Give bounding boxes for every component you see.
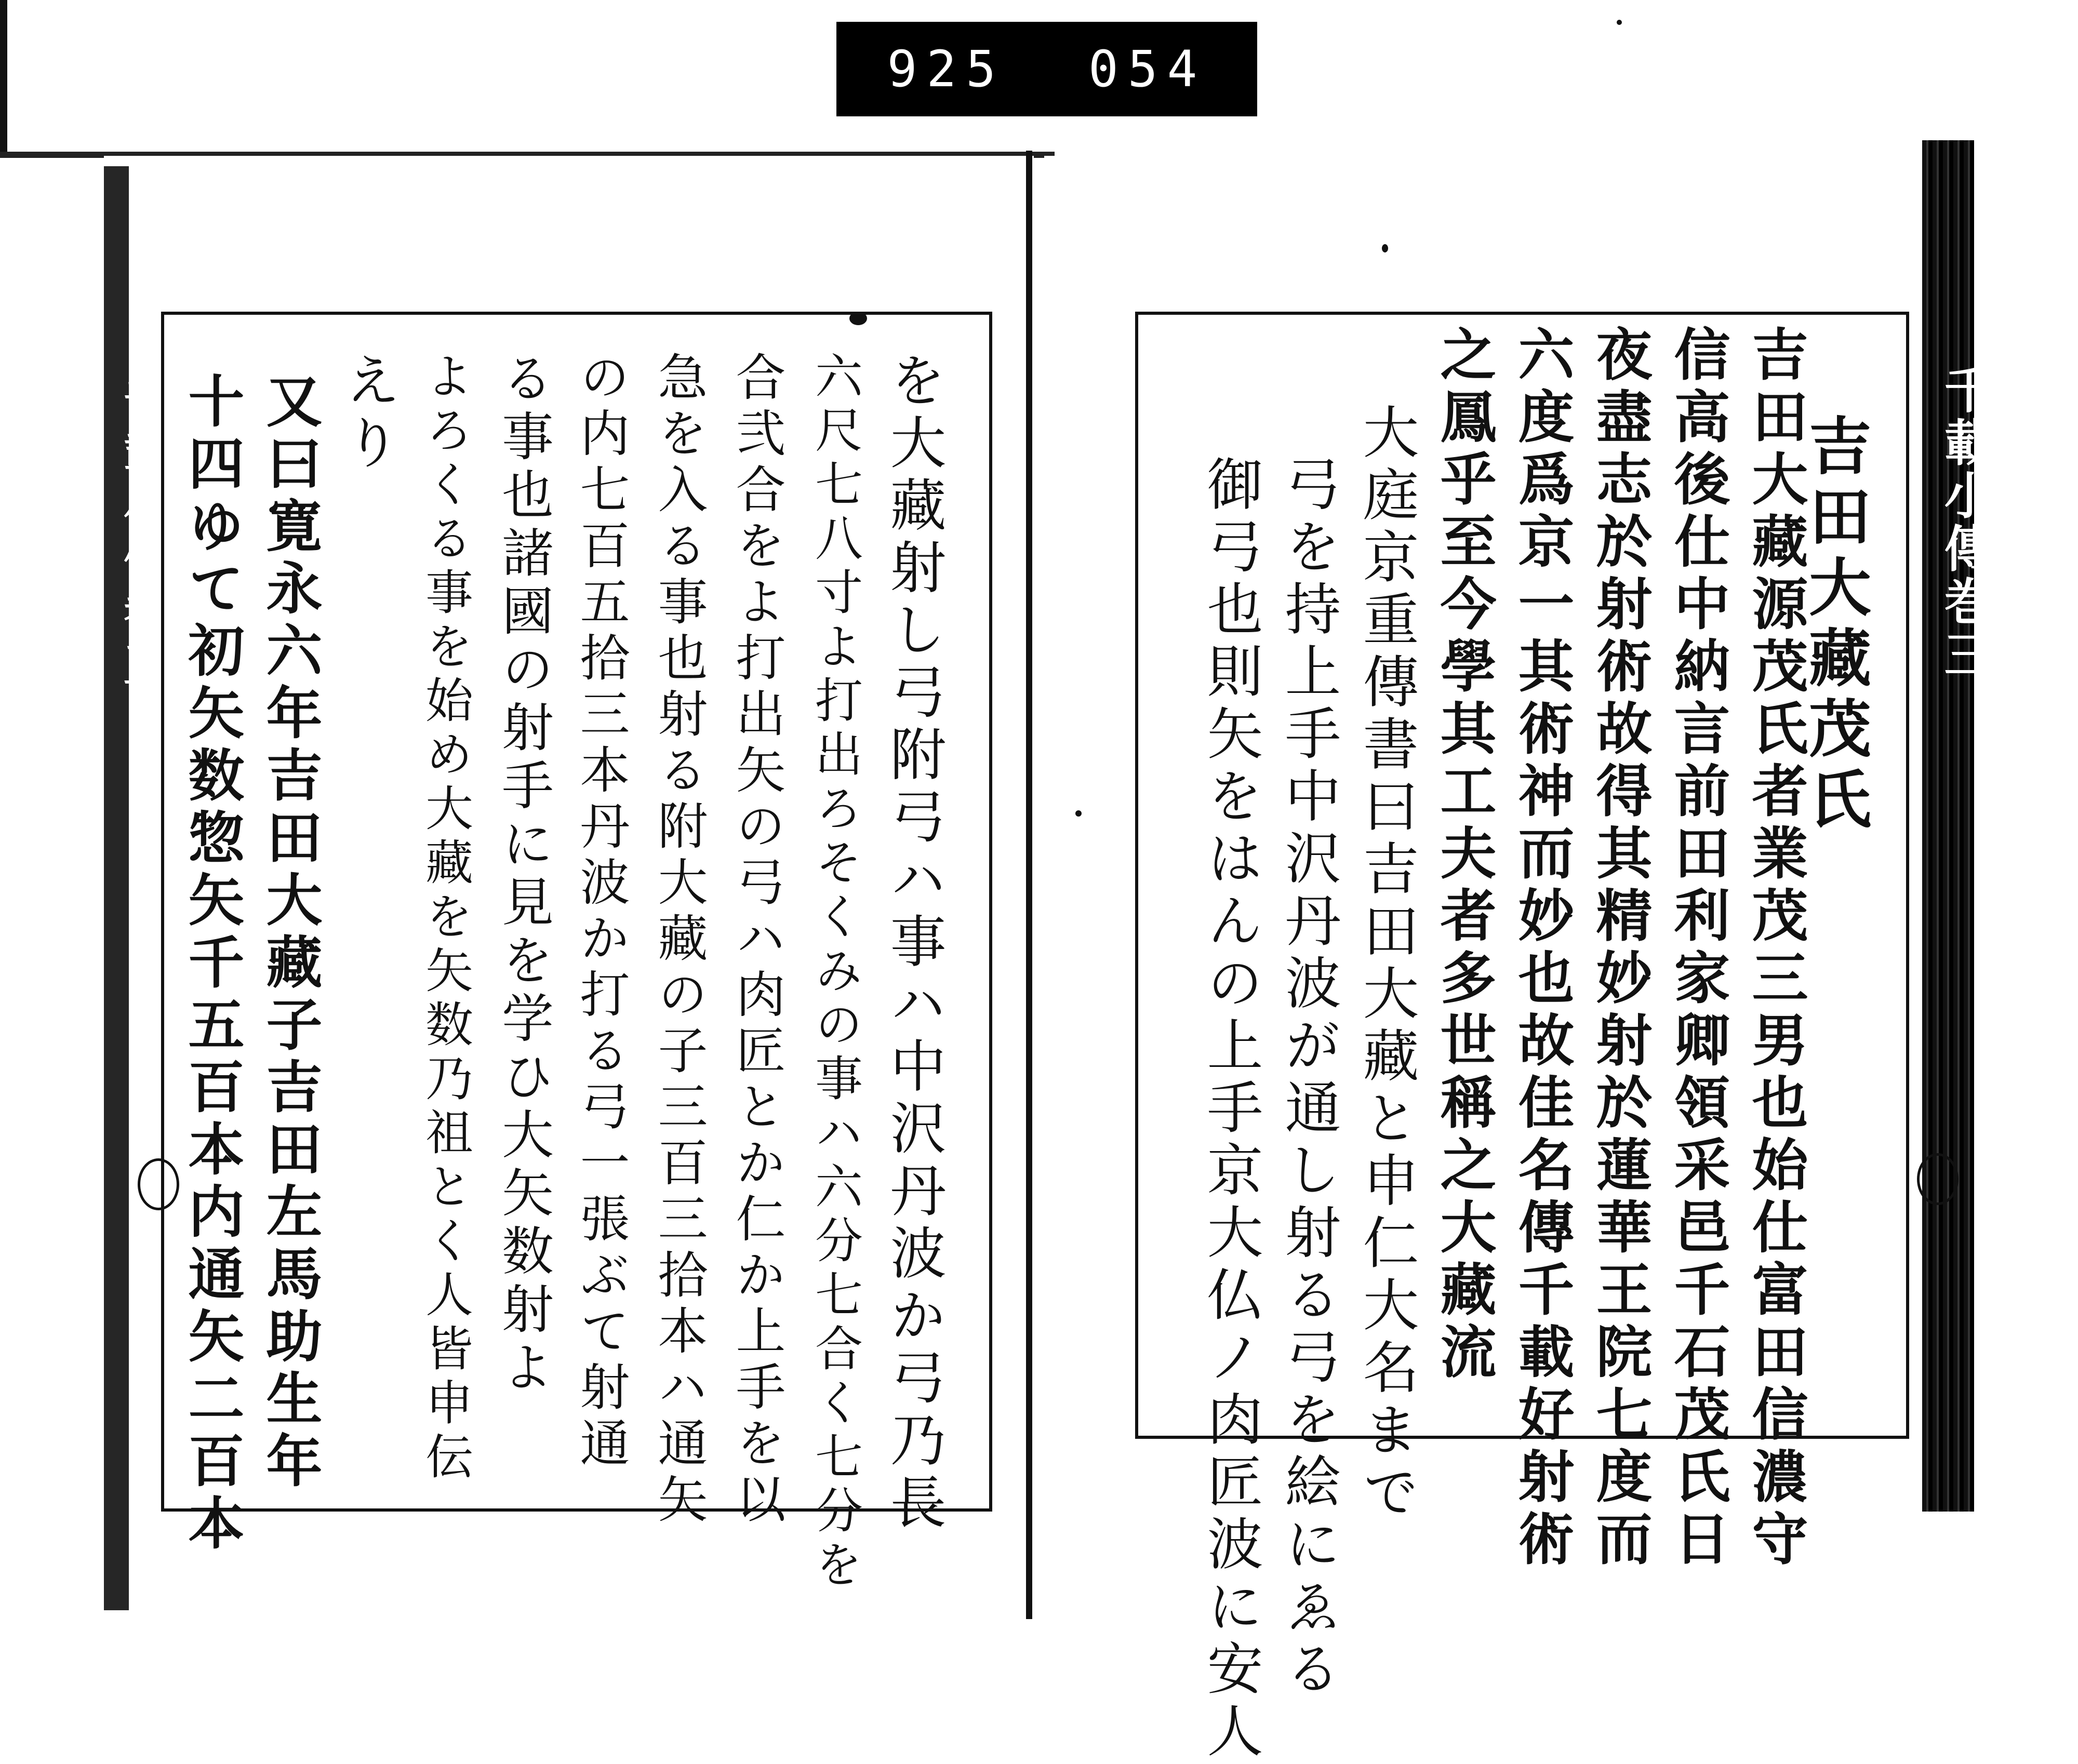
left-column-9: 又曰寛永六年吉田大藏子吉田左馬助生年 <box>257 372 322 1494</box>
left-spine-title: 千載小傳巻三 <box>115 374 174 692</box>
right-heading: 吉田大藏茂氏 <box>1799 413 1872 837</box>
binding-hole-right <box>1917 1153 1959 1205</box>
left-column-4: 急を入る事也射る附大藏の子三百三拾本ハ通矢 <box>650 351 708 1529</box>
ink-speck <box>1075 810 1082 817</box>
right-column-8: 御弓也則矢をはんの上手京大仏ノ肉匠波に安人 <box>1197 455 1262 1764</box>
left-column-8: えり <box>335 351 400 476</box>
scan-header-area <box>0 0 831 160</box>
right-column-7: 弓を持上手中沢丹波が通し射る弓を絵にゑる <box>1275 455 1340 1702</box>
left-column-7: よろくる事を始め大藏を矢数乃祖とく人皆申伝 <box>418 351 473 1486</box>
ink-speck <box>849 312 867 325</box>
left-column-2: 六尺七八寸よ打出ろそくみの事ハ六分七合く七分を <box>807 351 863 1594</box>
right-column-3: 夜盡志於射術故得其精妙射於蓮華王院七度而 <box>1587 325 1652 1572</box>
left-text-frame <box>161 312 992 1594</box>
right-column-1: 吉田大藏源茂氏者業茂三男也始仕富田信濃守 <box>1742 325 1808 1572</box>
ink-speck <box>1382 244 1388 252</box>
scan-edge-left <box>0 0 7 156</box>
left-column-1: を大藏射し弓附弓ハ事ハ中沢丹波か弓乃長 <box>881 351 945 1535</box>
ink-speck <box>1617 20 1622 25</box>
book-gutter <box>1026 151 1032 1619</box>
microfilm-frame-label <box>836 22 1257 116</box>
left-column-3: 合弐合をよ打出矢の弓ハ肉匠とか仁か上手を以 <box>728 351 786 1529</box>
right-text-frame <box>1135 312 1909 1764</box>
right-column-5: 之鳳乎至今學其工夫者多世稱之大藏流 <box>1431 325 1496 1385</box>
left-column-6: る事也諸國の射手に見を学ひ大矢数射よ <box>493 351 554 1398</box>
right-column-6: 大庭京重傳書曰吉田大藏と申仁大名まで <box>1353 403 1418 1525</box>
left-column-5: の内七百五拾三本丹波か打る弓一張ぶて射通 <box>572 351 630 1473</box>
left-column-10: 十四ゆて初矢数惣矢千五百本内通矢二百本 <box>179 372 244 1556</box>
right-column-2: 信高後仕中納言前田利家卿領采邑千石茂氏日 <box>1664 325 1730 1572</box>
frame-number-right: 054 <box>1088 40 1207 98</box>
frame-number-left: 925 <box>887 40 1005 98</box>
right-spine-title: 千載小傳巻三 <box>1936 364 1995 681</box>
right-page-edge <box>1922 140 1974 1512</box>
right-column-4: 六度爲京一其術神而妙也故佳名傳千載好射術 <box>1509 325 1574 1572</box>
